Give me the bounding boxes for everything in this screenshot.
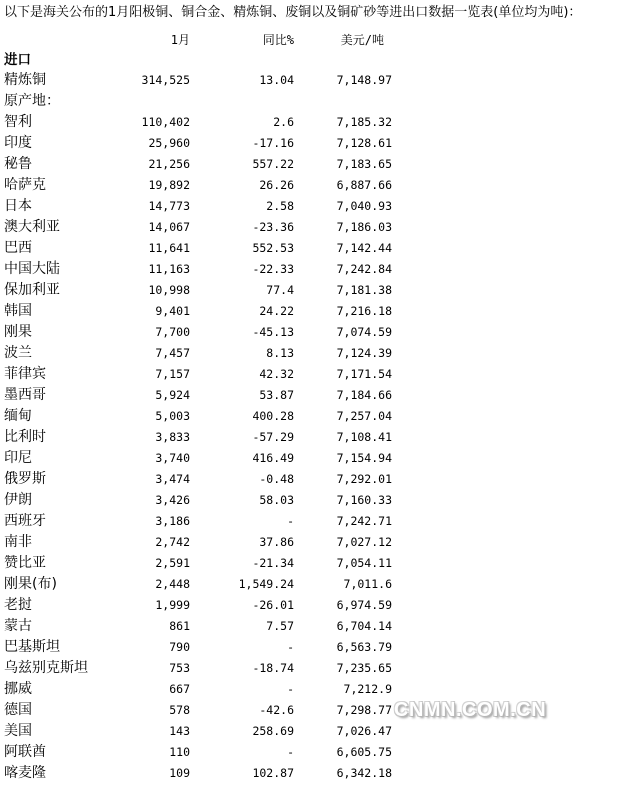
row-price-value: 7,184.66 xyxy=(336,388,392,402)
row-month-value: 110,402 xyxy=(141,115,190,129)
row-month-value: 25,960 xyxy=(148,136,190,150)
row-yoy-value: -22.33 xyxy=(252,262,294,276)
row-yoy-value: 258.69 xyxy=(252,724,294,738)
row-price-value: 7,074.59 xyxy=(336,325,392,339)
table-row xyxy=(0,70,628,91)
row-name: 墨西哥 xyxy=(4,387,46,403)
row-month-value: 861 xyxy=(169,619,190,633)
table-row xyxy=(0,154,628,175)
row-month-value: 5,924 xyxy=(155,388,190,402)
table-row xyxy=(0,490,628,511)
column-header-price: 美元/吨 xyxy=(340,33,384,47)
row-yoy-value: -42.6 xyxy=(259,703,294,717)
row-yoy-value: 416.49 xyxy=(252,451,294,465)
row-name: 刚果 xyxy=(4,324,32,340)
row-name: 日本 xyxy=(4,198,32,214)
row-yoy-value: - xyxy=(287,514,294,528)
row-month-value: 2,742 xyxy=(155,535,190,549)
row-price-value: 7,124.39 xyxy=(336,346,392,360)
row-name: 南非 xyxy=(4,534,32,550)
row-month-value: 2,591 xyxy=(155,556,190,570)
row-yoy-value: -17.16 xyxy=(252,136,294,150)
row-month-value: 3,833 xyxy=(155,430,190,444)
row-price-value: 7,040.93 xyxy=(336,199,392,213)
row-name: 西班牙 xyxy=(4,513,46,529)
row-price-value: 7,292.01 xyxy=(336,472,392,486)
row-month-value: 578 xyxy=(169,703,190,717)
table-row xyxy=(0,91,628,112)
row-month-value: 11,641 xyxy=(148,241,190,255)
row-month-value: 5,003 xyxy=(155,409,190,423)
row-price-value: 7,242.84 xyxy=(336,262,392,276)
table-row xyxy=(0,532,628,553)
section-title-import: 进口 xyxy=(4,52,31,68)
table-row xyxy=(0,721,628,742)
row-name: 赞比亚 xyxy=(4,555,46,571)
row-name: 比利时 xyxy=(4,429,46,445)
row-price-value: 7,108.41 xyxy=(336,430,392,444)
row-month-value: 7,700 xyxy=(155,325,190,339)
row-yoy-value: 53.87 xyxy=(259,388,294,402)
row-name: 巴基斯坦 xyxy=(4,639,60,655)
table-row xyxy=(0,511,628,532)
table-row xyxy=(0,175,628,196)
row-price-value: 7,257.04 xyxy=(336,409,392,423)
row-month-value: 3,740 xyxy=(155,451,190,465)
row-month-value: 3,186 xyxy=(155,514,190,528)
row-price-value: 6,974.59 xyxy=(336,598,392,612)
row-yoy-value: - xyxy=(287,640,294,654)
table-row xyxy=(0,679,628,700)
table-row xyxy=(0,553,628,574)
row-price-value: 6,605.75 xyxy=(336,745,392,759)
row-yoy-value: -21.34 xyxy=(252,556,294,570)
row-month-value: 7,457 xyxy=(155,346,190,360)
table-row xyxy=(0,616,628,637)
row-month-value: 14,067 xyxy=(148,220,190,234)
table-row xyxy=(0,196,628,217)
row-yoy-value: 13.04 xyxy=(259,73,294,87)
row-yoy-value: -45.13 xyxy=(252,325,294,339)
row-yoy-value: 24.22 xyxy=(259,304,294,318)
row-yoy-value: 7.57 xyxy=(266,619,294,633)
table-row xyxy=(0,322,628,343)
row-price-value: 7,235.65 xyxy=(336,661,392,675)
row-month-value: 21,256 xyxy=(148,157,190,171)
row-price-value: 7,142.44 xyxy=(336,241,392,255)
row-yoy-value: - xyxy=(287,745,294,759)
table-row xyxy=(0,574,628,595)
table-row xyxy=(0,280,628,301)
row-name: 老挝 xyxy=(4,597,32,613)
row-month-value: 19,892 xyxy=(148,178,190,192)
table-row xyxy=(0,364,628,385)
row-name: 巴西 xyxy=(4,240,32,256)
row-price-value: 7,160.33 xyxy=(336,493,392,507)
row-name: 德国 xyxy=(4,702,32,718)
row-price-value: 7,183.65 xyxy=(336,157,392,171)
row-yoy-value: -26.01 xyxy=(252,598,294,612)
row-name: 伊朗 xyxy=(4,492,32,508)
row-yoy-value: 102.87 xyxy=(252,766,294,780)
row-price-value: 7,054.11 xyxy=(336,556,392,570)
data-table xyxy=(0,70,628,784)
table-row xyxy=(0,301,628,322)
row-name: 挪威 xyxy=(4,681,32,697)
table-row xyxy=(0,595,628,616)
row-name: 韩国 xyxy=(4,303,32,319)
row-price-value: 7,027.12 xyxy=(336,535,392,549)
row-month-value: 314,525 xyxy=(141,73,190,87)
row-price-value: 7,148.97 xyxy=(336,73,392,87)
table-row xyxy=(0,427,628,448)
row-yoy-value: 26.26 xyxy=(259,178,294,192)
row-name: 阿联酋 xyxy=(4,744,46,760)
row-price-value: 7,186.03 xyxy=(336,220,392,234)
row-name: 印度 xyxy=(4,135,32,151)
row-month-value: 790 xyxy=(169,640,190,654)
table-row xyxy=(0,217,628,238)
table-row xyxy=(0,406,628,427)
table-row xyxy=(0,133,628,154)
row-name: 秘鲁 xyxy=(4,156,32,172)
row-price-value: 7,154.94 xyxy=(336,451,392,465)
row-month-value: 11,163 xyxy=(148,262,190,276)
row-yoy-value: -0.48 xyxy=(259,472,294,486)
row-name: 喀麦隆 xyxy=(4,765,46,781)
row-yoy-value: 400.28 xyxy=(252,409,294,423)
row-name: 波兰 xyxy=(4,345,32,361)
table-row xyxy=(0,637,628,658)
row-month-value: 9,401 xyxy=(155,304,190,318)
row-month-value: 753 xyxy=(169,661,190,675)
row-month-value: 143 xyxy=(169,724,190,738)
row-month-value: 14,773 xyxy=(148,199,190,213)
row-month-value: 3,426 xyxy=(155,493,190,507)
column-header-yoy: 同比% xyxy=(262,33,294,47)
row-month-value: 10,998 xyxy=(148,283,190,297)
row-name: 澳大利亚 xyxy=(4,219,60,235)
row-name: 缅甸 xyxy=(4,408,32,424)
row-price-value: 7,011.6 xyxy=(343,577,392,591)
row-yoy-value: -23.36 xyxy=(252,220,294,234)
table-row xyxy=(0,448,628,469)
row-price-value: 7,216.18 xyxy=(336,304,392,318)
row-name: 俄罗斯 xyxy=(4,471,46,487)
row-name: 保加利亚 xyxy=(4,282,60,298)
row-yoy-value: 77.4 xyxy=(266,283,294,297)
intro-text: 以下是海关公布的1月阳极铜、铜合金、精炼铜、废铜以及铜矿砂等进出口数据一览表(单位均为吨)： xyxy=(4,5,582,20)
row-name: 乌兹别克斯坦 xyxy=(4,660,88,676)
row-price-value: 6,704.14 xyxy=(336,619,392,633)
table-row xyxy=(0,238,628,259)
row-price-value: 7,185.32 xyxy=(336,115,392,129)
row-price-value: 7,181.38 xyxy=(336,283,392,297)
row-name: 原产地： xyxy=(4,93,60,109)
row-month-value: 2,448 xyxy=(155,577,190,591)
row-month-value: 667 xyxy=(169,682,190,696)
row-yoy-value: -57.29 xyxy=(252,430,294,444)
row-yoy-value: 8.13 xyxy=(266,346,294,360)
row-month-value: 7,157 xyxy=(155,367,190,381)
row-name: 刚果(布) xyxy=(4,576,57,592)
row-price-value: 7,128.61 xyxy=(336,136,392,150)
table-row xyxy=(0,343,628,364)
row-yoy-value: 557.22 xyxy=(252,157,294,171)
table-row xyxy=(0,112,628,133)
row-month-value: 1,999 xyxy=(155,598,190,612)
row-price-value: 7,171.54 xyxy=(336,367,392,381)
row-price-value: 6,563.79 xyxy=(336,640,392,654)
row-price-value: 6,887.66 xyxy=(336,178,392,192)
site-watermark: CNMN.COM.CN xyxy=(394,699,547,721)
row-name: 菲律宾 xyxy=(4,366,46,382)
row-month-value: 3,474 xyxy=(155,472,190,486)
row-name: 印尼 xyxy=(4,450,32,466)
table-row xyxy=(0,385,628,406)
row-yoy-value: - xyxy=(287,682,294,696)
row-month-value: 109 xyxy=(169,766,190,780)
table-row xyxy=(0,658,628,679)
row-yoy-value: 1,549.24 xyxy=(238,577,294,591)
row-name: 美国 xyxy=(4,723,32,739)
row-price-value: 7,242.71 xyxy=(336,514,392,528)
row-yoy-value: 2.58 xyxy=(266,199,294,213)
row-price-value: 7,298.77 xyxy=(336,703,392,717)
row-name: 蒙古 xyxy=(4,618,32,634)
row-name: 精炼铜 xyxy=(4,72,46,88)
row-yoy-value: -18.74 xyxy=(252,661,294,675)
row-name: 中国大陆 xyxy=(4,261,60,277)
row-price-value: 6,342.18 xyxy=(336,766,392,780)
table-row xyxy=(0,742,628,763)
row-yoy-value: 552.53 xyxy=(252,241,294,255)
table-row xyxy=(0,259,628,280)
row-name: 智利 xyxy=(4,114,32,130)
row-yoy-value: 37.86 xyxy=(259,535,294,549)
row-yoy-value: 42.32 xyxy=(259,367,294,381)
row-price-value: 7,212.9 xyxy=(343,682,392,696)
row-month-value: 110 xyxy=(169,745,190,759)
table-row xyxy=(0,763,628,784)
row-yoy-value: 58.03 xyxy=(259,493,294,507)
row-name: 哈萨克 xyxy=(4,177,46,193)
row-yoy-value: 2.6 xyxy=(273,115,294,129)
row-price-value: 7,026.47 xyxy=(336,724,392,738)
column-header-month: 1月 xyxy=(170,33,190,47)
table-row xyxy=(0,469,628,490)
